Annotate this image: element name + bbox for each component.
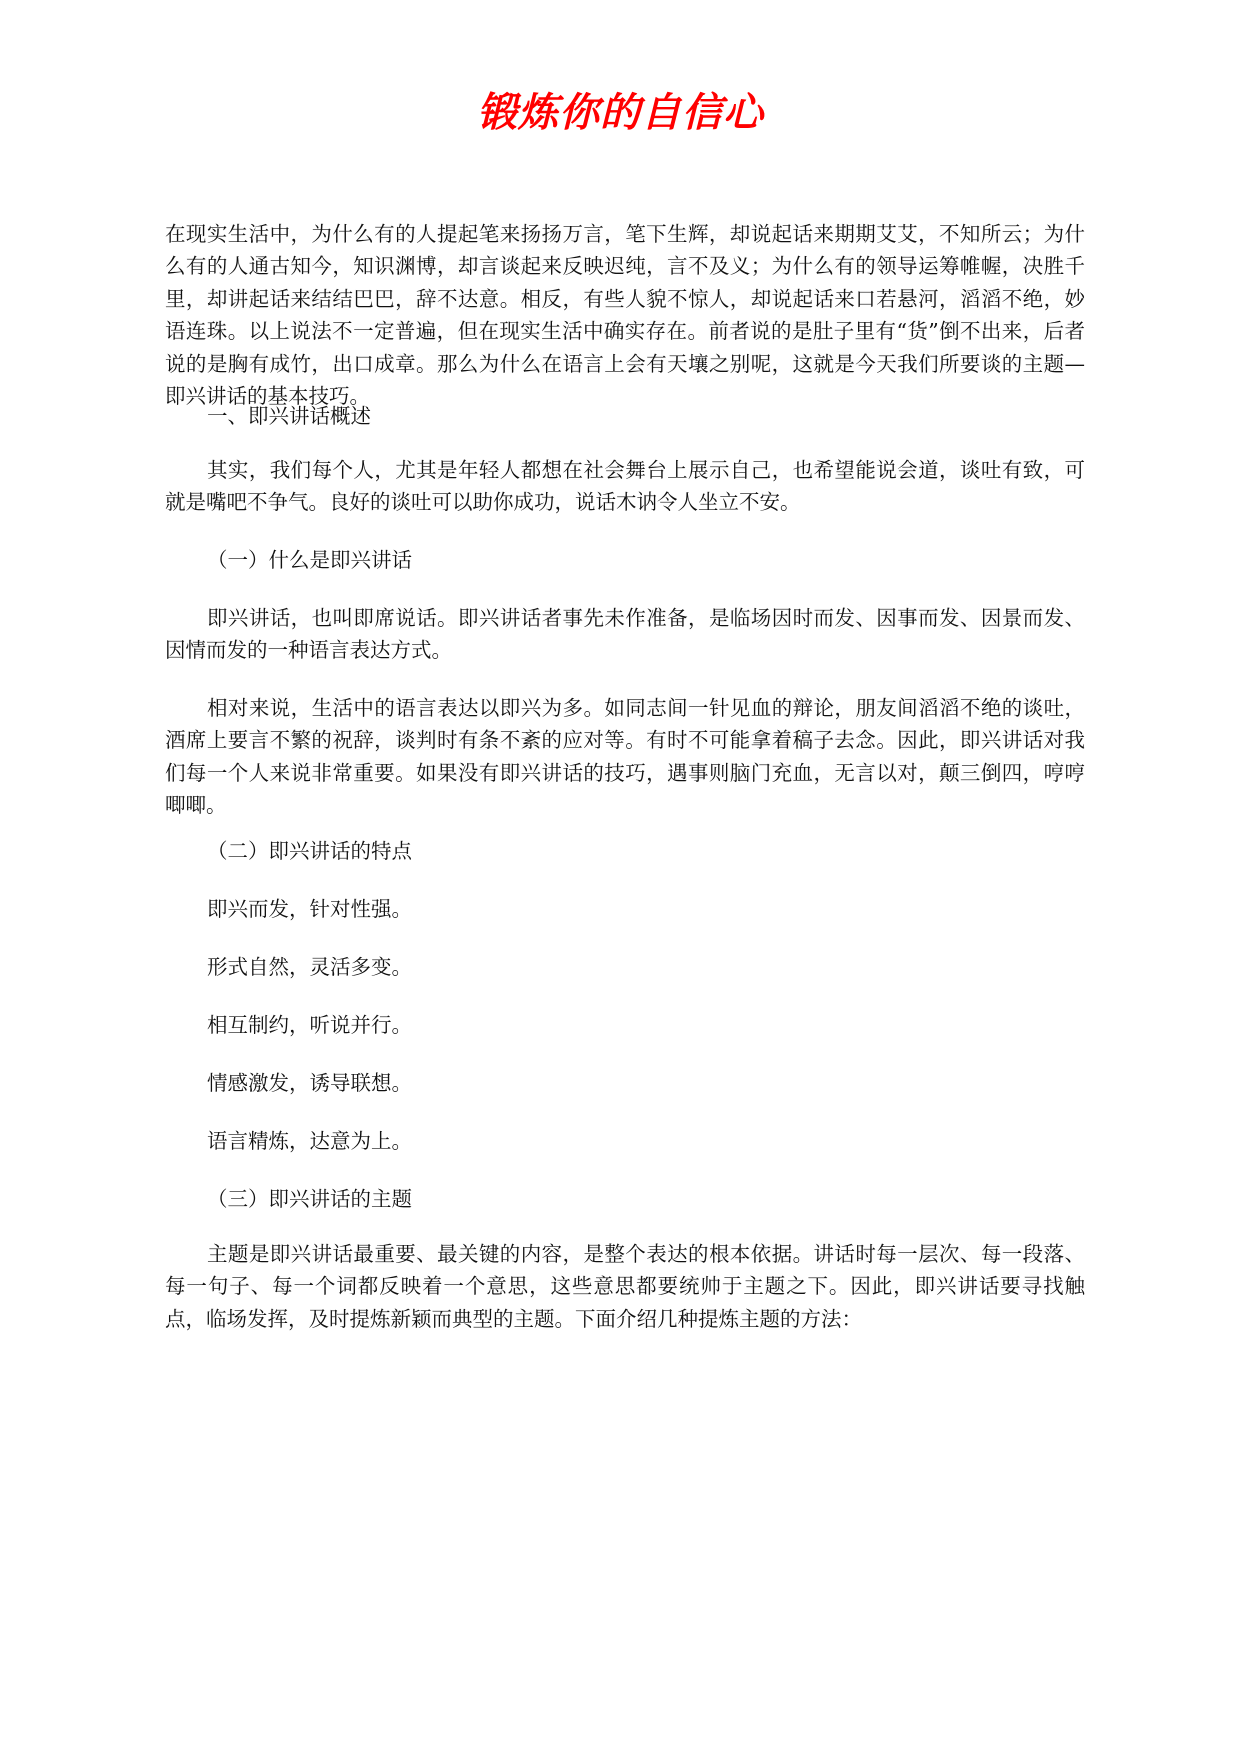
importance-paragraph: 相对来说，生活中的语言表达以即兴为多。如同志间一针见血的辩论，朋友间滔滔不绝的谈吐，酒席上要言不繁的祝辞，谈判时有条不紊的应对等。有时不可能拿着稿子去念。因此，即兴讲话对我们每一个人来说非常重要。如果没有即兴讲话的技巧，遇事则脑门充血，无言以对，颠三倒四，哼哼唧唧。: [165, 696, 1085, 818]
feature-item: 情感激发，诱导联想。: [207, 1071, 412, 1095]
definition-paragraph: 即兴讲话，也叫即席说话。即兴讲话者事先未作准备，是临场因时而发、因事而发、因景而发、因情而发的一种语言表达方式。: [165, 606, 1085, 663]
feature-item: 语言精炼，达意为上。: [207, 1129, 412, 1153]
document-title: 锻炼你的自信心: [477, 89, 764, 136]
overview-paragraph: 其实，我们每个人，尤其是年轻人都想在社会舞台上展示自己，也希望能说会道，谈吐有致，可就是嘴吧不争气。良好的谈吐可以助你成功，说话木讷令人坐立不安。: [165, 458, 1085, 515]
subheading-features: （二）即兴讲话的特点: [207, 839, 412, 863]
feature-item: 即兴而发，针对性强。: [207, 897, 412, 921]
feature-item: 相互制约，听说并行。: [207, 1013, 412, 1037]
subheading-what-is: （一）什么是即兴讲话: [207, 548, 412, 572]
feature-item: 形式自然，灵活多变。: [207, 955, 412, 979]
section-heading-overview: 一、即兴讲话概述: [207, 404, 371, 428]
intro-paragraph: 在现实生活中，为什么有的人提起笔来扬扬万言，笔下生辉，却说起话来期期艾艾，不知所云；为什么有的人通古知今，知识渊博，却言谈起来反映迟纯，言不及义；为什么有的领导运筹帷幄，决胜千里，却讲起话来结结巴巴，辞不达意。相反，有些人貌不惊人，却说起话来口若悬河，滔滔不绝，妙语连珠。以上说法不一定普遍，但在现实生活中确实存在。前者说的是肚子里有“货”倒不出来，后者说的是胸有成竹，出口成章。那么为什么在语言上会有天壤之别呢，这就是今天我们所要谈的主题—即兴讲话的基本技巧。: [165, 222, 1085, 409]
theme-paragraph: 主题是即兴讲话最重要、最关键的内容，是整个表达的根本依据。讲话时每一层次、每一段落、每一句子、每一个词都反映着一个意思，这些意思都要统帅于主题之下。因此，即兴讲话要寻找触点，临场发挥，及时提炼新颖而典型的主题。下面介绍几种提炼主题的方法：: [165, 1242, 1085, 1331]
subheading-theme: （三）即兴讲话的主题: [207, 1187, 412, 1211]
